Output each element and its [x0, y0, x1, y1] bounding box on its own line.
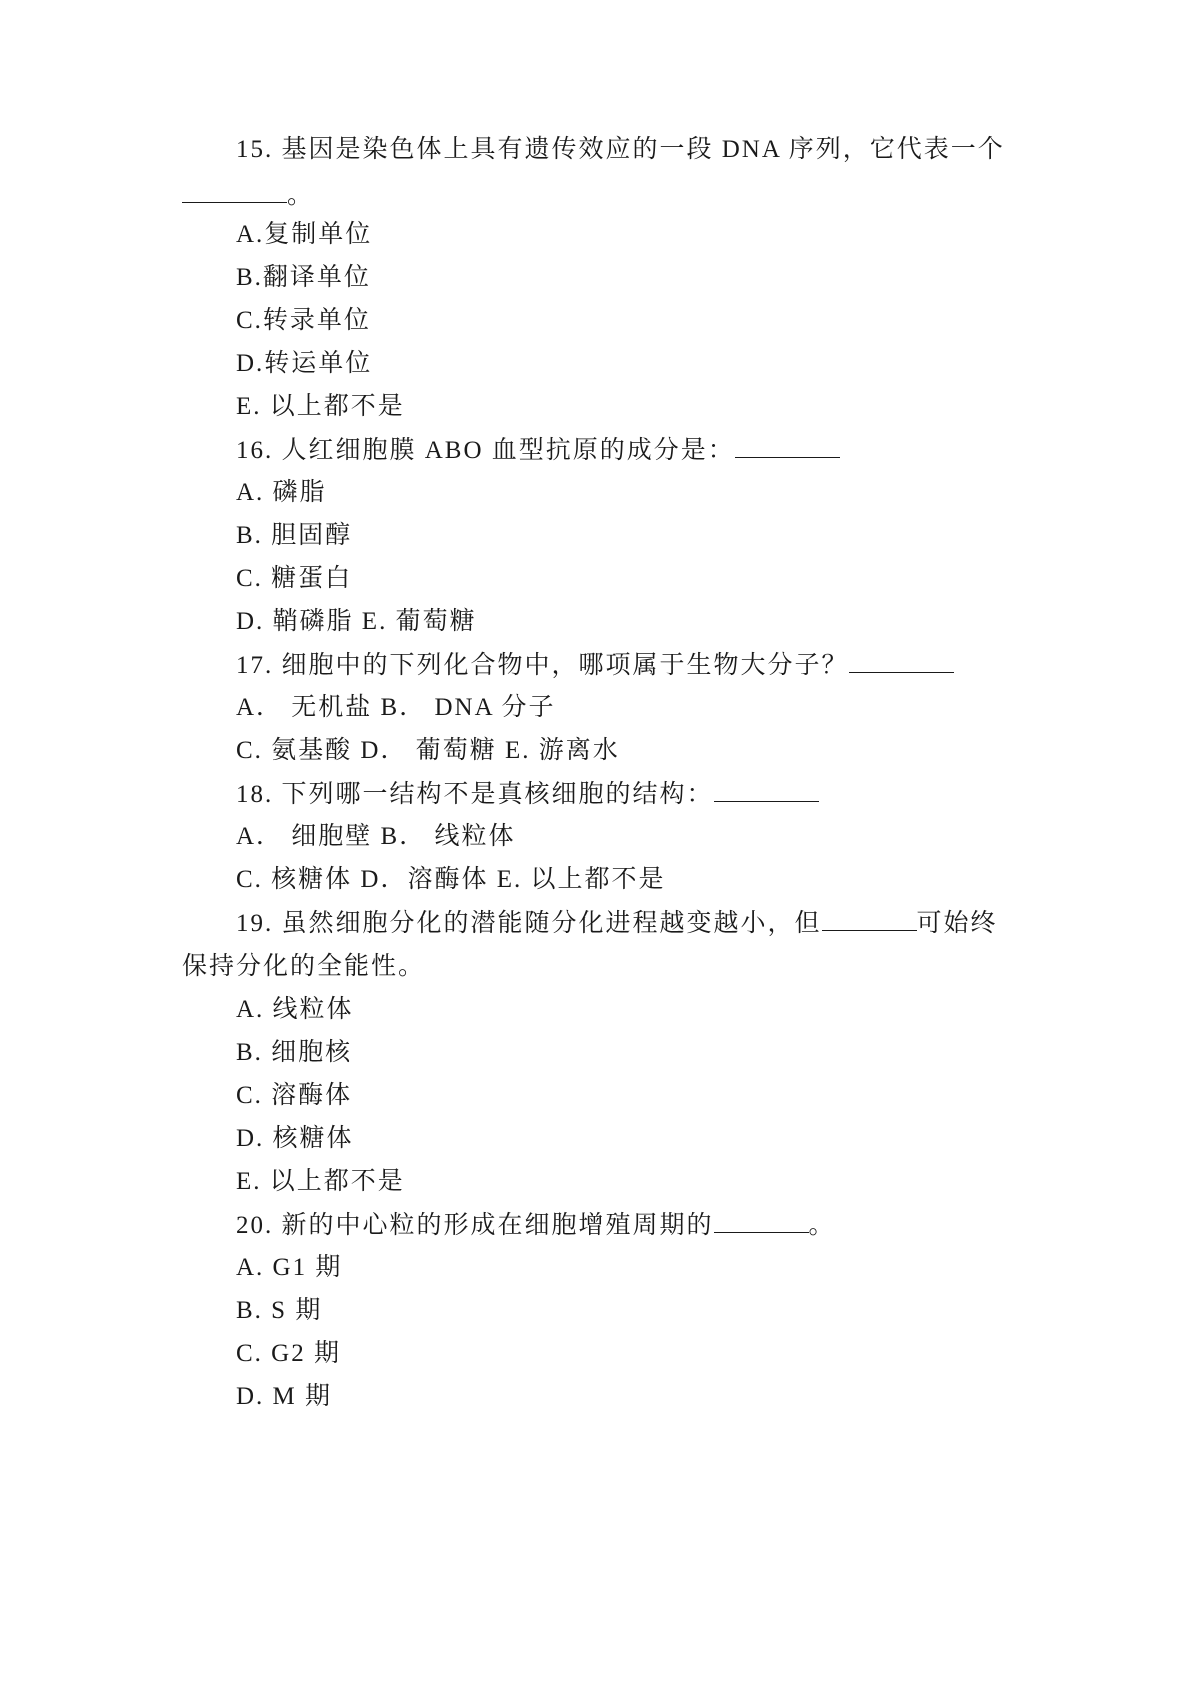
question-stem-text: 16. 人红细胞膜 ABO 血型抗原的成分是：: [236, 437, 735, 464]
option-c: C. 糖蛋白: [236, 565, 353, 592]
option-c-d-e: C. 氨基酸 D． 葡萄糖 E. 游离水: [236, 737, 620, 764]
question-stem: [236, 779, 819, 810]
question-stem: [236, 135, 1005, 165]
question-stem-text: 17. 细胞中的下列化合物中，哪项属于生物大分子？: [236, 652, 849, 679]
option-c: C. G2 期: [236, 1340, 341, 1367]
option-a: A.复制单位: [236, 221, 373, 248]
option-a: A. G1 期: [236, 1254, 343, 1281]
option-a: A. 线粒体: [236, 996, 354, 1023]
question-stem-suffix: 。: [808, 1212, 836, 1239]
option-c: C.转录单位: [236, 307, 371, 334]
question-stem-text: 18. 下列哪一结构不是真核细胞的结构：: [236, 781, 714, 808]
option-b: B. 细胞核: [236, 1039, 353, 1066]
question-stem-text: 19. 虽然细胞分化的潜能随分化进程越变越小，但: [236, 910, 822, 937]
question-stem-text: 15. 基因是染色体上具有遗传效应的一段 DNA 序列，它代表一个: [236, 136, 1005, 163]
option-c: C. 溶酶体: [236, 1082, 353, 1109]
option-d: D. 核糖体: [236, 1125, 354, 1152]
option-b: B.翻译单位: [236, 264, 371, 291]
option-b: B. 胆固醇: [236, 522, 353, 549]
question-stem-continuation: [182, 180, 314, 211]
answer-blank: [849, 650, 954, 673]
option-a: A. 磷脂: [236, 479, 327, 506]
answer-blank: [714, 1210, 809, 1233]
answer-blank: [822, 908, 917, 931]
question-stem: [236, 908, 998, 939]
answer-blank: [735, 435, 840, 458]
question-stem-text: 20. 新的中心粒的形成在细胞增殖周期的: [236, 1212, 714, 1239]
question-stem: [236, 650, 954, 681]
question-stem-suffix: 。: [287, 182, 315, 209]
option-e: E. 以上都不是: [236, 393, 405, 420]
question-stem-continuation: 保持分化的全能性。: [182, 953, 426, 980]
question-stem-suffix: 可始终: [916, 910, 998, 937]
option-c-d-e: C. 核糖体 D．溶酶体 E. 以上都不是: [236, 866, 666, 893]
option-d: D. M 期: [236, 1383, 333, 1410]
option-e: E. 以上都不是: [236, 1168, 405, 1195]
option-b: B. S 期: [236, 1297, 323, 1324]
question-stem: [236, 1210, 836, 1241]
answer-blank: [182, 180, 287, 203]
question-stem: [236, 435, 840, 466]
option-d: D.转运单位: [236, 350, 373, 377]
answer-blank: [714, 779, 819, 802]
option-a-b: A． 细胞壁 B． 线粒体: [236, 823, 516, 850]
option-d-e: D. 鞘磷脂 E. 葡萄糖: [236, 608, 477, 635]
option-a-b: A． 无机盐 B． DNA 分子: [236, 694, 556, 721]
